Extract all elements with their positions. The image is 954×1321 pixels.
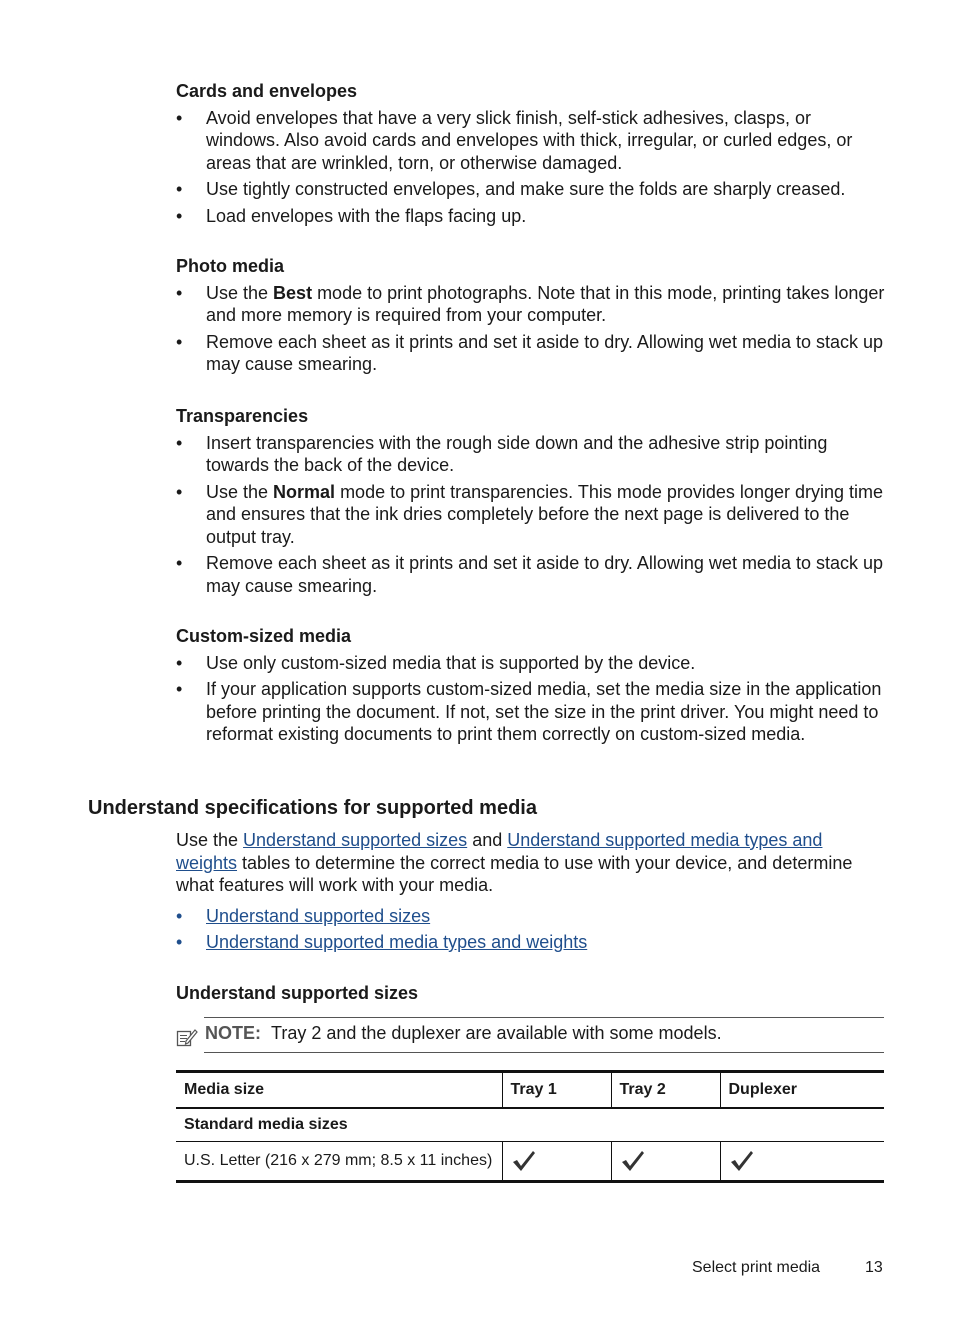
transparencies-heading: Transparencies <box>176 406 309 426</box>
list-item: • Remove each sheet as it prints and set it aside to dry. Allowing wet media to stack up may cause smearing. <box>176 553 884 596</box>
table-row <box>176 1142 884 1182</box>
list-item: • Use only custom-sized media that is supported by the device. <box>176 652 696 673</box>
checkmark-icon <box>620 1149 646 1173</box>
spec-heading: Understand specifications for supported media <box>88 797 537 819</box>
checkmark-icon <box>511 1149 537 1173</box>
note-rule-top <box>204 1017 884 1018</box>
sizes-section <box>176 982 886 1009</box>
photo-heading: Photo media <box>176 256 285 276</box>
duplexer-cell <box>720 1142 884 1182</box>
list-item: • Use the Best mode to print photographs. Note that in this mode, printing takes longer and more memory is required from your computer. <box>176 282 885 325</box>
supported-sizes-table <box>176 1070 884 1183</box>
spec-intro-paragraph: Use the Understand supported sizes and Understand supported media types and weights tables to determine the correct media to use with your device, and determine what features will work with your media. <box>176 830 853 895</box>
photo-section <box>176 255 886 380</box>
list-item: • Use tightly constructed envelopes, and make sure the folds are sharply creased. <box>176 179 846 199</box>
column-header-duplexer: Duplexer <box>720 1072 884 1108</box>
transparencies-list <box>176 432 886 598</box>
cards-list <box>176 107 886 228</box>
transparencies-section <box>176 405 886 601</box>
link-supported-sizes[interactable]: Understand supported sizes <box>243 830 468 850</box>
spec-intro-section <box>176 829 886 958</box>
note-pencil-icon <box>176 1027 198 1047</box>
note-text: NOTE: Tray 2 and the duplexer are available with some models. <box>205 1023 722 1043</box>
cards-heading: Cards and envelopes <box>176 81 358 101</box>
custom-heading: Custom-sized media <box>176 626 352 646</box>
sizes-heading: Understand supported sizes <box>176 983 419 1003</box>
custom-section <box>176 625 886 750</box>
footer-page-number: 13 <box>865 1259 883 1276</box>
tray1-cell <box>502 1142 611 1182</box>
tray2-cell <box>611 1142 720 1182</box>
link-media-types-weights-bullet[interactable]: Understand supported media types and weights <box>206 932 588 952</box>
column-header-media-size: Media size <box>184 1080 265 1098</box>
list-item: • Use the Normal mode to print transparencies. This mode provides longer drying time and ensures that the ink dries completely before the next page is delivered to the output tray. <box>176 481 883 547</box>
spec-link-list <box>176 905 886 954</box>
group-label: Standard media sizes <box>184 1115 348 1133</box>
list-item: • Avoid envelopes that have a very slick finish, self-stick adhesives, clasps, or windows. Also avoid cards and envelopes with thick, irregular, or curled edges, or areas that are wrinkled, torn, or otherwise damaged. <box>176 107 853 173</box>
footer-section-name: Select print media <box>692 1259 821 1276</box>
list-item: • Understand supported media types and weights <box>176 932 588 952</box>
custom-list <box>176 652 886 746</box>
link-media-types-weights[interactable]: Understand supported media types and weights <box>176 830 823 873</box>
list-item: • Load envelopes with the flaps facing up. <box>176 205 527 226</box>
list-item: • If your application supports custom-sized media, set the media size in the application before printing the document. If not, set the size in the print driver. You might need to reformat existing documents to print them correctly on custom-sized media. <box>176 679 882 744</box>
photo-list <box>176 282 886 376</box>
table-group-row <box>176 1108 884 1142</box>
list-item: • Insert transparencies with the rough side down and the adhesive strip pointing towards the back of the device. <box>176 432 828 475</box>
media-size-cell: U.S. Letter (216 x 279 mm; 8.5 x 11 inches) <box>184 1151 493 1169</box>
note-label: NOTE: <box>205 1023 261 1043</box>
cards-section <box>176 80 886 231</box>
link-supported-sizes-bullet[interactable]: Understand supported sizes <box>206 905 431 926</box>
checkmark-icon <box>729 1149 755 1173</box>
note-box <box>176 1017 884 1053</box>
table-header-row <box>176 1072 884 1108</box>
column-header-tray1: Tray 1 <box>502 1072 611 1108</box>
column-header-tray2: Tray 2 <box>611 1072 720 1108</box>
list-item: • Understand supported sizes <box>176 905 431 926</box>
note-rule-bottom <box>204 1052 884 1053</box>
list-item: • Remove each sheet as it prints and set it aside to dry. Allowing wet media to stack up may cause smearing. <box>176 331 884 374</box>
